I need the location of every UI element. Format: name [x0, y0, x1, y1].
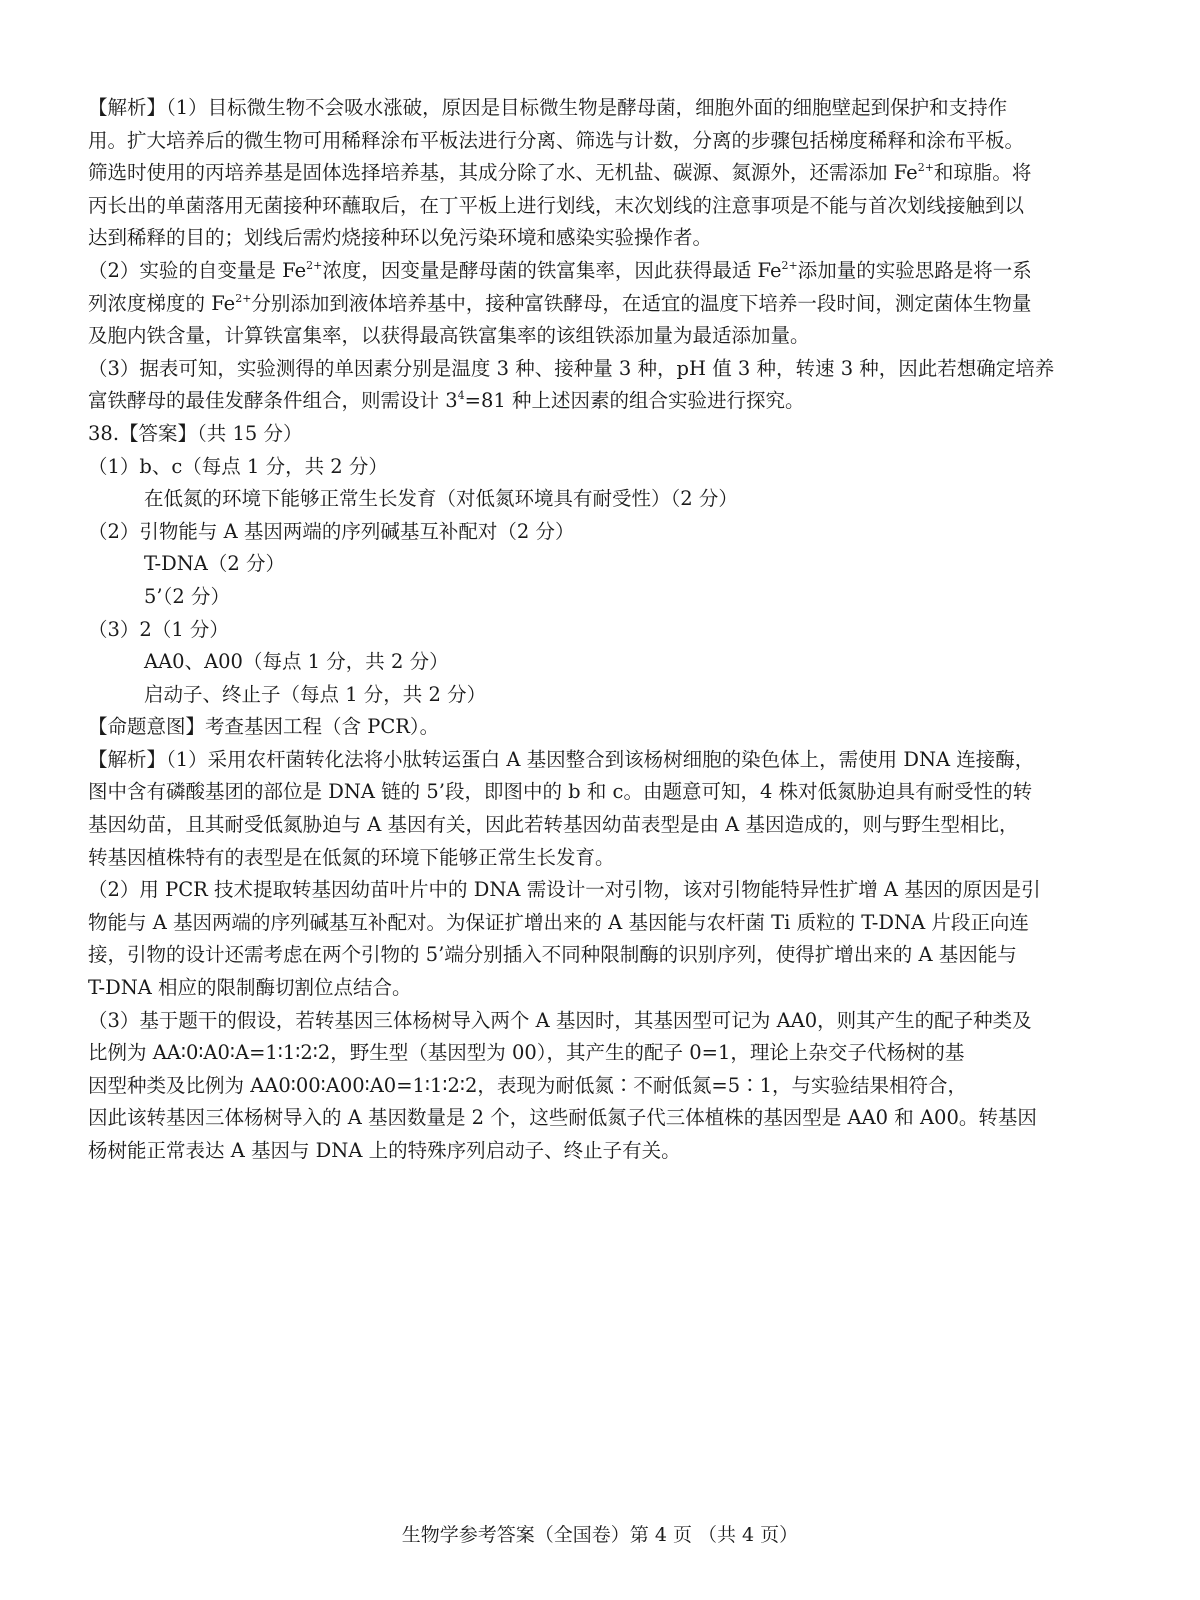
- text-line: [88, 483, 1118, 516]
- text-span: 富铁酵母的最佳发酵条件组合，则需设计 3: [88, 389, 458, 413]
- text-span: 38.【答案】（共 15 分）: [88, 421, 303, 445]
- text-span: 筛选时使用的丙培养基是固体选择培养基，其成分除了水、无机盐、碳源、氮源外，还需添加 Fe: [88, 161, 918, 185]
- text-span: 图中含有磷酸基团的部位是 DNA 链的 5’段，即图中的 b 和 c。由题意可知，4 株对低氮胁迫具有耐受性的转: [88, 780, 1033, 804]
- text-span: 基因幼苗，且其耐受低氮胁迫与 A 基因有关，因此若转基因幼苗表型是由 A 基因造成的，则与野生型相比，: [88, 813, 1019, 837]
- text-span: 【命题意图】考查基因工程（含 PCR）。: [88, 715, 440, 739]
- text-span: 物能与 A 基因两端的序列碱基互补配对。为保证扩增出来的 A 基因能与农杆菌 Ti 质粒的 T-DNA 片段正向连: [88, 910, 1029, 934]
- text-span: T-DNA 相应的限制酶切割位点结合。: [88, 976, 412, 1000]
- superscript: 2+: [917, 161, 934, 175]
- text-line: [88, 516, 1118, 549]
- text-span: （3）基于题干的假设，若转基因三体杨树导入两个 A 基因时，其基因型可记为 AA0，则其产生的配子种类及: [88, 1008, 1032, 1032]
- text-span: 【解析】（1）采用农杆菌转化法将小肽转运蛋白 A 基因整合到该杨树细胞的染色体上，需使用 DNA 连接酶，: [88, 747, 1035, 771]
- text-span: （1）b、c（每点 1 分，共 2 分）: [88, 454, 388, 478]
- text-span: 在低氮的环境下能够正常生长发育（对低氮环境具有耐受性）（2 分）: [144, 487, 738, 511]
- text-line: [88, 972, 1118, 1005]
- text-span: 因型种类及比例为 AA0∶00∶A00∶A0=1∶1∶2∶2，表现为耐低氮∶不耐低氮=5∶1，与实验结果相符合，: [88, 1073, 968, 1097]
- text-line: [88, 418, 1118, 451]
- text-line: [88, 842, 1118, 875]
- text-line: [88, 581, 1118, 614]
- page-footer: 生物学参考答案（全国卷）第 4 页 （共 4 页）: [401, 1524, 799, 1546]
- text-line: [88, 320, 1118, 353]
- text-span: 比例为 AA∶0∶A0∶A=1∶1∶2∶2，野生型（基因型为 00），其产生的配子 0=1，理论上杂交子代杨树的基: [88, 1041, 965, 1065]
- text-span: 【解析】（1）目标微生物不会吸水涨破，原因是目标微生物是酵母菌，细胞外面的细胞壁起到保护和支持作: [88, 96, 1008, 119]
- text-line: [88, 809, 1118, 842]
- text-span: 浓度，因变量是酵母菌的铁富集率，因此获得最适 Fe: [322, 258, 782, 282]
- text-line: [88, 614, 1118, 647]
- text-line: [88, 288, 1118, 321]
- text-line: [88, 907, 1118, 940]
- text-line: [88, 190, 1118, 223]
- text-line: [88, 385, 1118, 418]
- text-span: 5’（2 分）: [144, 584, 230, 608]
- text-line: [88, 1102, 1118, 1135]
- text-span: 列浓度梯度的 Fe: [88, 291, 236, 315]
- text-line: [88, 157, 1118, 190]
- text-span: （3）2（1 分）: [88, 617, 229, 641]
- text-line: [88, 353, 1118, 386]
- text-span: 因此该转基因三体杨树导入的 A 基因数量是 2 个，这些耐低氮子代三体植株的基因型是 AA0 和 A00。转基因: [88, 1106, 1037, 1130]
- superscript: 4: [457, 389, 465, 403]
- text-span: 杨树能正常表达 A 基因与 DNA 上的特殊序列启动子、终止子有关。: [88, 1139, 681, 1162]
- text-span: 用。扩大培养后的微生物可用稀释涂布平板法进行分离、筛选与计数，分离的步骤包括梯度稀释和涂布平板。: [88, 128, 1025, 152]
- text-line: [88, 255, 1118, 288]
- text-span: （3）据表可知，实验测得的单因素分别是温度 3 种、接种量 3 种，pH 值 3 种，转速 3 种，因此若想确定培养: [88, 356, 1055, 380]
- text-line: [88, 744, 1118, 777]
- superscript: 2+: [306, 258, 323, 272]
- text-span: 转基因植株特有的表型是在低氮的环境下能够正常生长发育。: [88, 845, 615, 869]
- text-line: [88, 711, 1118, 744]
- text-line: [88, 222, 1118, 255]
- text-line: [88, 451, 1118, 484]
- text-span: =81 种上述因素的组合实验进行探究。: [464, 389, 805, 413]
- text-span: T-DNA（2 分）: [144, 552, 285, 576]
- text-line: [88, 646, 1118, 679]
- text-span: AA0、A00（每点 1 分，共 2 分）: [144, 650, 449, 674]
- text-line: [88, 1070, 1118, 1103]
- superscript: 2+: [235, 291, 252, 305]
- text-span: 丙长出的单菌落用无菌接种环蘸取后，在丁平板上进行划线，末次划线的注意事项是不能与首次划线接触到以: [88, 193, 1025, 217]
- answer-body: [88, 92, 1118, 1168]
- text-line: [88, 1005, 1118, 1038]
- text-span: 及胞内铁含量，计算铁富集率，以获得最高铁富集率的该组铁添加量为最适添加量。: [88, 324, 810, 348]
- text-span: 和琼脂。将: [933, 161, 1032, 185]
- text-line: [88, 874, 1118, 907]
- text-line: [88, 1135, 1118, 1168]
- text-span: 添加量的实验思路是将一系: [797, 258, 1032, 282]
- text-line: [88, 939, 1118, 972]
- text-line: [88, 92, 1118, 125]
- text-span: 分别添加到液体培养基中，接种富铁酵母，在适宜的温度下培养一段时间，测定菌体生物量: [251, 291, 1032, 315]
- text-span: 启动子、终止子（每点 1 分，共 2 分）: [144, 682, 487, 706]
- text-span: 达到稀释的目的；划线后需灼烧接种环以免污染环境和感染实验操作者。: [88, 226, 713, 250]
- text-line: [88, 125, 1118, 158]
- text-line: [88, 679, 1118, 712]
- text-span: （2）引物能与 A 基因两端的序列碱基互补配对（2 分）: [88, 519, 575, 543]
- text-span: 接，引物的设计还需考虑在两个引物的 5’端分别插入不同种限制酶的识别序列，使得扩增出来的 A 基因能与: [88, 943, 1017, 967]
- text-line: [88, 1037, 1118, 1070]
- text-line: [88, 548, 1118, 581]
- text-span: （2）用 PCR 技术提取转基因幼苗叶片中的 DNA 需设计一对引物，该对引物能特异性扩增 A 基因的原因是引: [88, 878, 1041, 902]
- text-line: [88, 776, 1118, 809]
- text-span: （2）实验的自变量是 Fe: [88, 258, 307, 282]
- superscript: 2+: [781, 258, 798, 272]
